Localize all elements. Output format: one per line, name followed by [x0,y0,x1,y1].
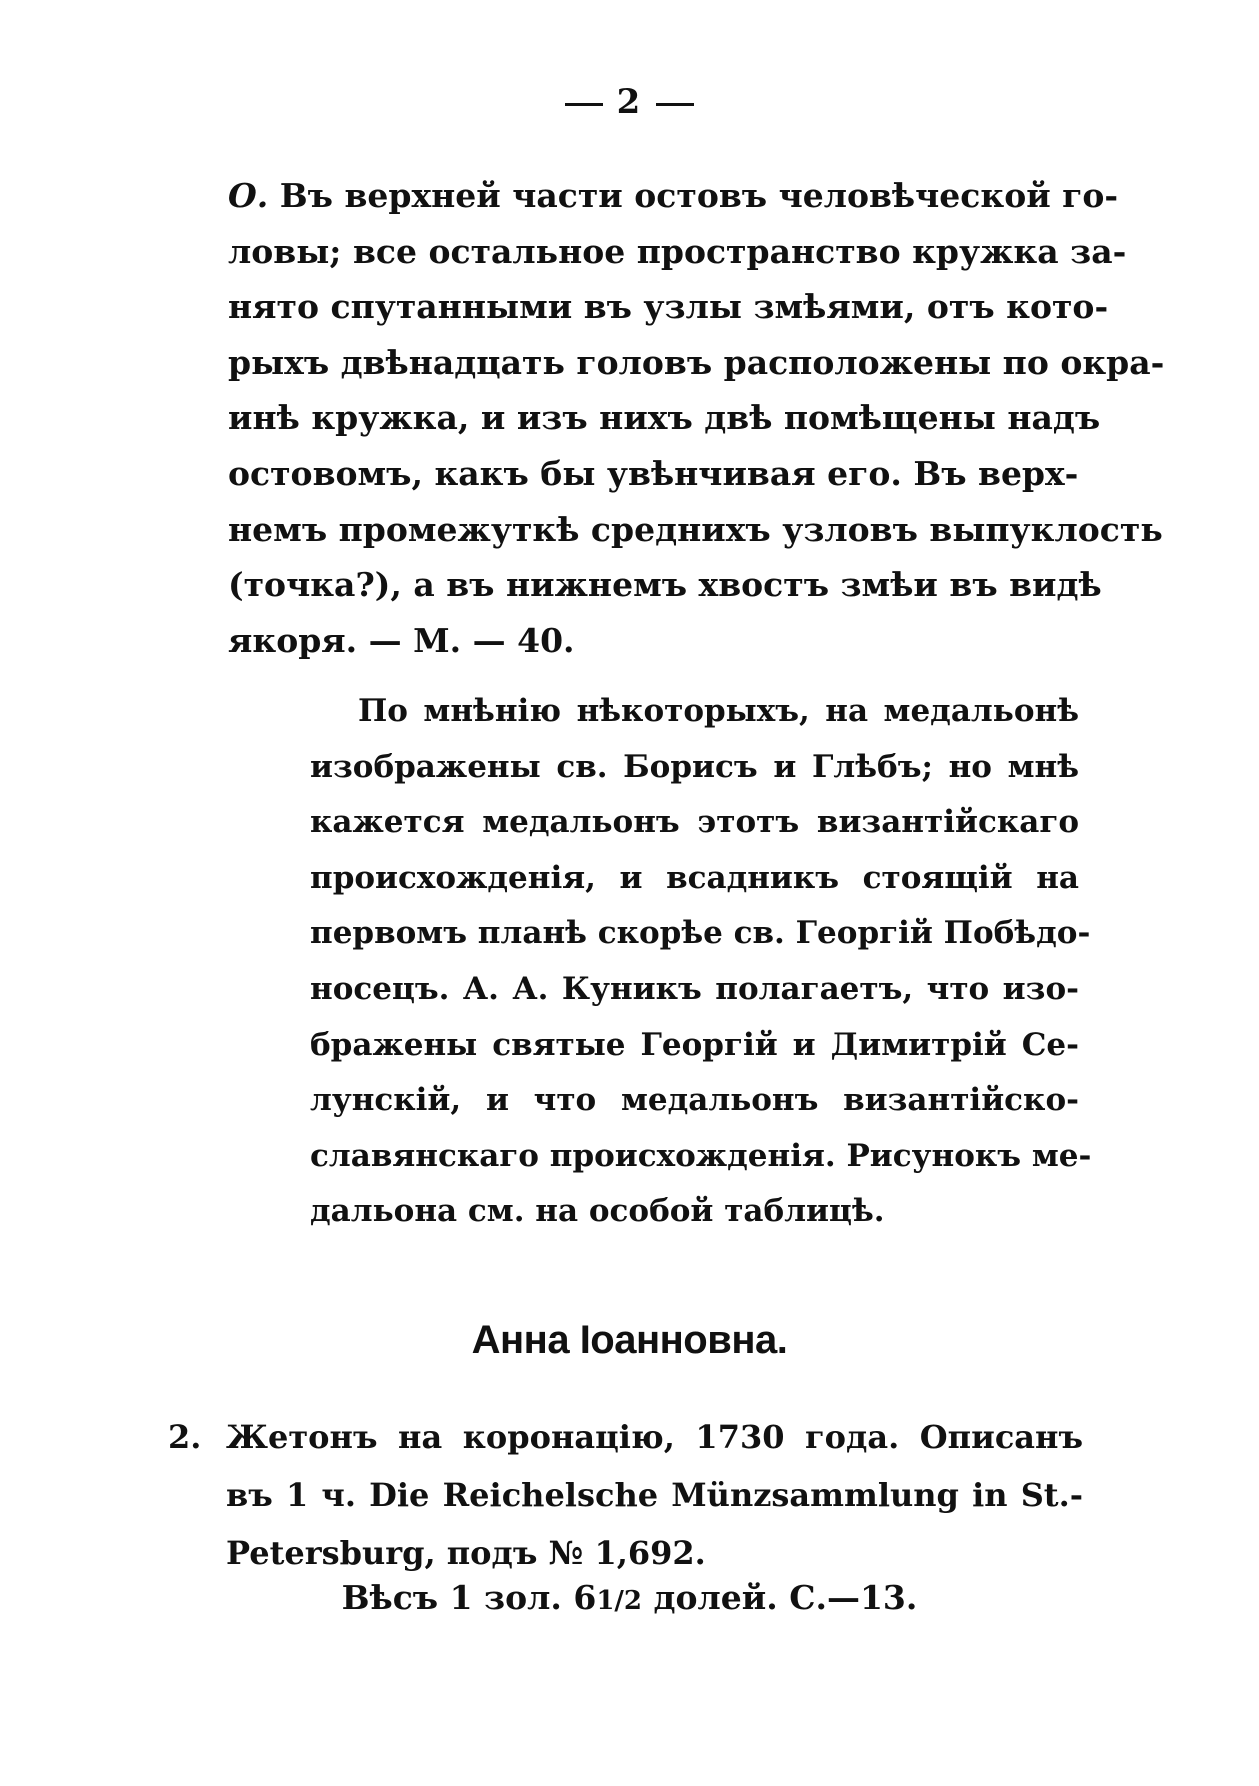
page-number [0,82,1259,122]
text-line: остовомъ, какъ бы увѣнчивая его. Въ верх- [228,453,1079,493]
text-line: первомъ планѣ скорѣе св. Георгій Побѣдо- [310,915,1091,952]
text-line: лунскій, и что медальонъ византійско- [310,1082,1079,1119]
text-line [228,168,1119,224]
text-line: По мнѣнію нѣкоторыхъ, на медальонѣ [358,693,1079,729]
text-line: якоря. — М. — 40. [228,620,575,660]
scholarly-note [310,684,1092,1240]
text-line: происхожденія, и всадникъ стоящій на [310,859,1079,896]
text-line: дальона см. на особой таблицѣ. [310,1193,885,1230]
text-line: носецъ. А. А. Куникъ полагаетъ, что изо- [310,970,1079,1007]
page-number-dash-left [565,103,603,106]
weight-suffix: долей. С.—13. [642,1578,918,1617]
weight-line [0,1578,1259,1617]
text-line: Жетонъ на коронацію, 1730 года. Описанъ [226,1418,1083,1456]
text-line: инѣ кружка, и изъ нихъ двѣ помѣщены надъ [228,398,1101,438]
text-line: ловы; все остальное пространство кружка за- [228,231,1127,271]
text-line-content: Въ верхней части остовъ человѣческой го- [279,176,1119,215]
section-heading: Анна Іоанновна. [471,1318,788,1362]
entry-number: 2. [168,1418,202,1456]
text-line: изображены св. Борисъ и Глѣбъ; но мнѣ [310,748,1079,785]
text-line: нято спутанными въ узлы змѣями, отъ кото- [228,287,1109,327]
text-line: въ 1 ч. Die Reichelsche Münzsammlung in St.- [226,1476,1083,1514]
obverse-label: О. [228,176,269,215]
text-line: славянскаго происхожденія. Рисунокъ ме- [310,1137,1092,1174]
obverse-description [228,168,1165,668]
page-number-value: 2 [616,82,643,122]
text-line: Petersburg, подъ № 1,692. [226,1534,706,1572]
catalog-entry [168,1408,1083,1582]
weight-fraction: 1/2 [596,1586,642,1616]
text-line: немъ промежуткѣ среднихъ узловъ выпуклость [228,509,1163,549]
page-number-dash-right [656,103,694,106]
text-line: рыхъ двѣнадцать головъ расположены по окра- [228,342,1165,382]
weight-prefix: Вѣсъ 1 зол. 6 [341,1578,597,1617]
text-line: кажется медальонъ этотъ византійскаго [310,804,1079,841]
text-line: (точка?), а въ нижнемъ хвостъ змѣи въ видѣ [228,565,1102,605]
text-line: бражены святые Георгій и Димитрій Се- [310,1026,1079,1063]
